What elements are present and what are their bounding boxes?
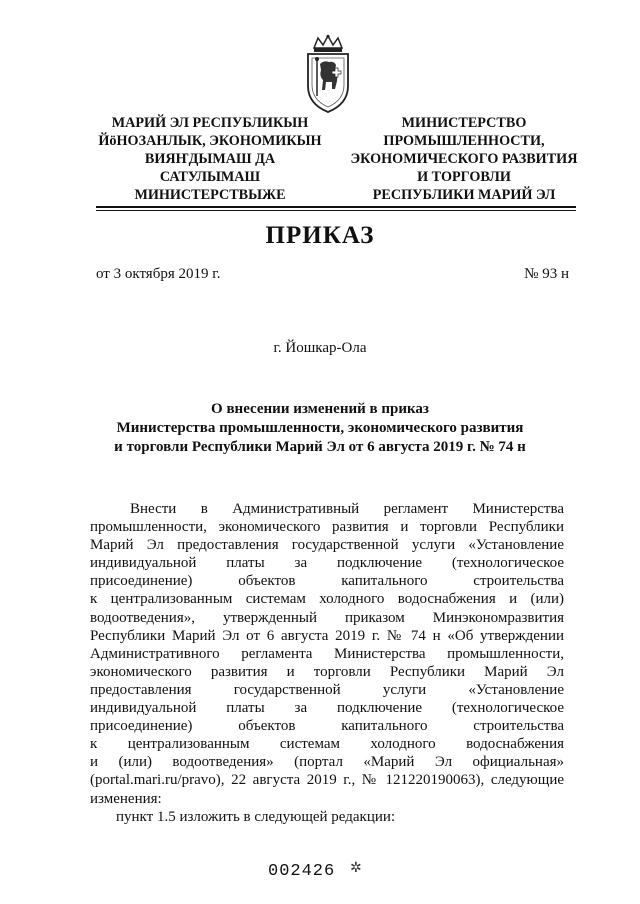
subject-line: О внесении изменений в приказ <box>211 401 429 417</box>
body-line: изменения: <box>90 790 162 807</box>
body-line: Республики Марий Эл от 6 августа 2019 г. № 74 н «Об утверждении <box>90 627 564 644</box>
body-line: индивидуальной платы за подключение (технологическое <box>90 555 564 572</box>
body-line: предоставления государственной услуги «Установление <box>90 681 564 698</box>
body-line: индивидуальной платы за подключение (технологическое <box>90 700 564 717</box>
body-line: экономического развития и торговли Республики Марий Эл <box>90 663 564 680</box>
header-right-line: И ТОРГОВЛИ <box>417 169 511 185</box>
serial-mark-icon: ✲ <box>350 861 362 876</box>
body-line: Марий Эл предоставления государственной услуги «Установление <box>90 537 564 554</box>
header-left-line: ЙӧНОЗАНЛЫК, ЭКОНОМИКЫН <box>98 133 322 149</box>
header-right-russian <box>344 114 584 204</box>
body-line: к централизованным системам холодного водоснабжения и (или) <box>90 591 564 608</box>
body-line: присоединение) объектов капитального строительства <box>90 718 564 735</box>
subject-line: Министерства промышленности, экономического развития <box>116 420 524 436</box>
document-subject <box>80 400 560 457</box>
header-divider-thin <box>96 210 576 211</box>
body-line: водоотведения», утвержденный приказом Минэкономразвития <box>90 609 564 626</box>
body-line: пункт 1.5 изложить в следующей редакции: <box>116 808 396 825</box>
document-number: № 93 н <box>524 266 569 282</box>
document-date: от 3 октября 2019 г. <box>96 266 221 282</box>
body-line: промышленности, экономического развития и торговли Республики <box>90 519 564 536</box>
header-right-line: ЭКОНОМИЧЕСКОГО РАЗВИТИЯ <box>350 151 578 167</box>
header-left-line: САТУЛЫМАШ <box>159 169 261 185</box>
body-line: (portal.mari.ru/pravo), 22 августа 2019 г., № 121220190063), следующие <box>90 772 564 789</box>
body-line: Административного регламента Министерства промышленности, <box>90 645 564 662</box>
body-line: к централизованным системам холодного водоснабжения <box>90 736 564 753</box>
body-line: и (или) водоотведения» (портал «Марий Эл официальная» <box>90 754 564 771</box>
header-right-line: МИНИСТЕРСТВО <box>401 115 527 131</box>
body-line: присоединение) объектов капитального строительства <box>90 573 564 590</box>
header-left-mari <box>96 114 324 204</box>
header-left-line: МИНИСТЕРСТВЫЖЕ <box>134 187 286 203</box>
document-body <box>90 500 564 826</box>
coat-of-arms-icon <box>302 34 354 116</box>
subject-line: и торговли Республики Марий Эл от 6 августа 2019 г. № 74 н <box>114 439 526 455</box>
body-line: Внести в Административный регламент Министерства <box>130 501 564 517</box>
serial-number: 002426 <box>268 862 336 881</box>
header-right-line: РЕСПУБЛИКИ МАРИЙ ЭЛ <box>372 187 556 203</box>
document-title: ПРИКАЗ <box>265 222 375 249</box>
document-city: г. Йошкар-Ола <box>273 340 367 356</box>
header-right-line: ПРОМЫШЛЕННОСТИ, <box>383 133 545 149</box>
header-divider <box>96 206 576 208</box>
header-left-line: МАРИЙ ЭЛ РЕСПУБЛИКЫН <box>111 115 309 131</box>
header-left-line: ВИЯҤДЫМАШ ДА <box>144 151 276 167</box>
